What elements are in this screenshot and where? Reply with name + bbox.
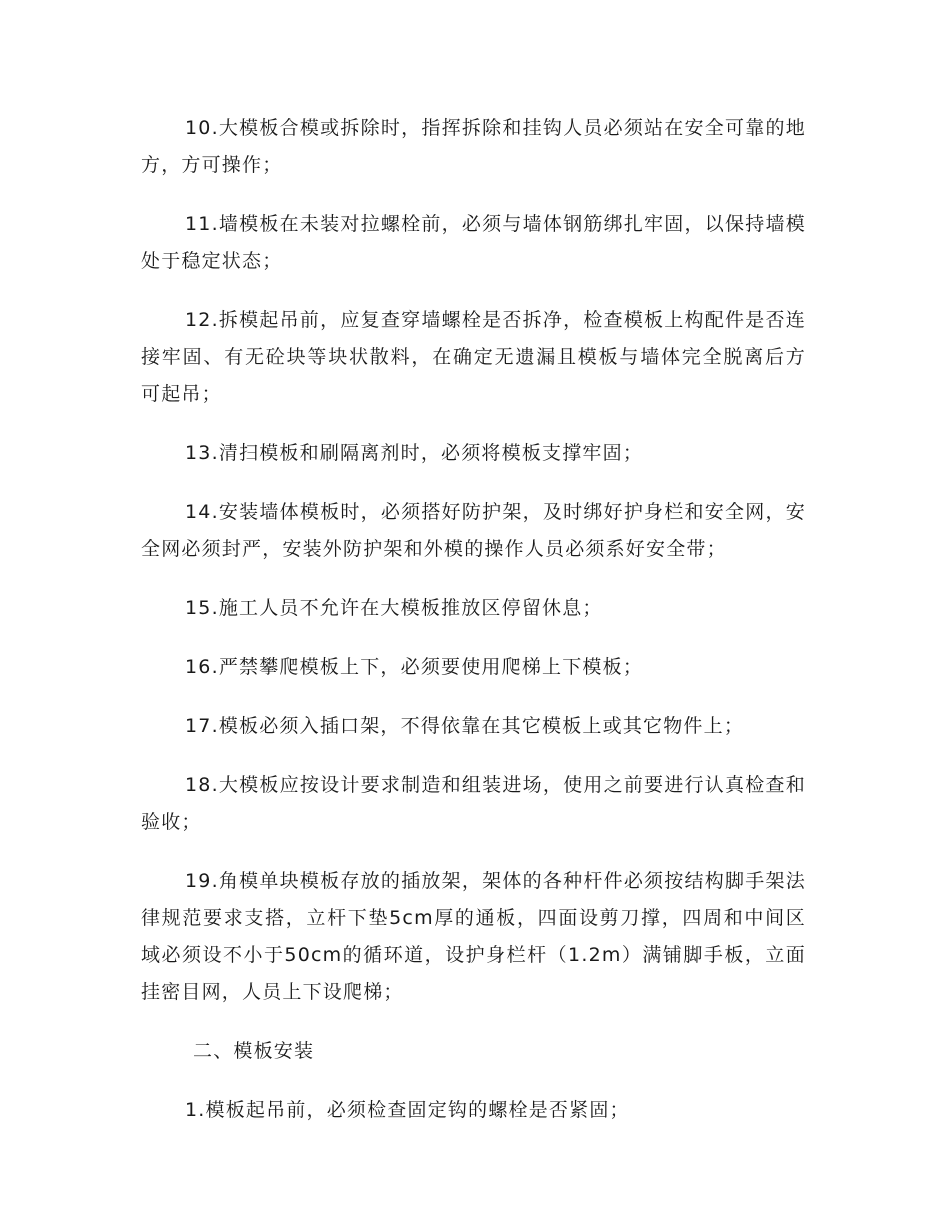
list-item: 18.大模板应按设计要求制造和组装进场，使用之前要进行认真检查和验收； bbox=[141, 774, 806, 833]
list-item: 15.施工人员不允许在大模板推放区停留休息； bbox=[185, 597, 603, 619]
list-item: 17.模板必须入插口架，不得依靠在其它模板上或其它物件上； bbox=[185, 715, 745, 737]
list-item: 10.大模板合模或拆除时，指挥拆除和挂钩人员必须站在安全可靠的地方，方可操作； bbox=[141, 117, 806, 176]
list-item: 1.模板起吊前，必须检查固定钩的螺栓是否紧固； bbox=[185, 1099, 630, 1121]
list-item: 19.角模单块模板存放的插放架，架体的各种杆件必须按结构脚手架法律规范要求支搭，立杆下垫5cm厚的通板，四面设剪刀撑，四周和中间区域必须设不小于50cm的循环道，设护身栏杆（1.2m）满铺脚手板，立面挂密目网，人员上下设爬梯； bbox=[141, 870, 806, 1003]
document-body bbox=[141, 110, 806, 1151]
list-item: 16.严禁攀爬模板上下，必须要使用爬梯上下模板； bbox=[185, 656, 644, 678]
section-heading: 二、模板安装 bbox=[193, 1040, 315, 1062]
list-item: 11.墙模板在未装对拉螺栓前，必须与墙体钢筋绑扎牢固，以保持墙模处于稳定状态； bbox=[141, 213, 806, 272]
list-item: 13.清扫模板和刷隔离剂时，必须将模板支撑牢固； bbox=[185, 442, 644, 464]
list-item: 14.安装墙体模板时，必须搭好防护架，及时绑好护身栏和安全网，安全网必须封严，安装外防护架和外模的操作人员必须系好安全带； bbox=[141, 501, 806, 560]
list-item: 12.拆模起吊前，应复查穿墙螺栓是否拆净，检查模板上构配件是否连接牢固、有无砼块等块状散料，在确定无遗漏且模板与墙体完全脱离后方可起吊； bbox=[141, 309, 806, 405]
